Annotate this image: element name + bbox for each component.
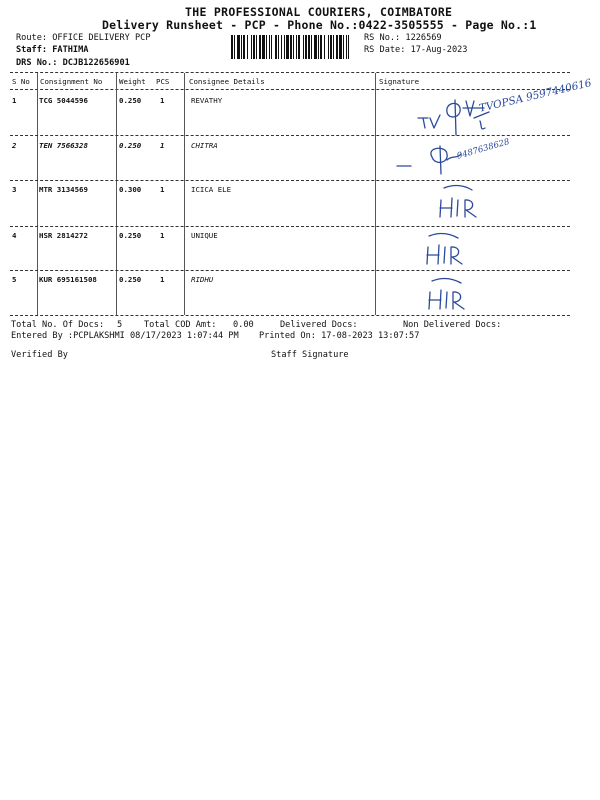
printed-on: Printed On: 17-08-2023 13:07:57 (259, 331, 420, 341)
row-pcs: 1 (160, 141, 165, 150)
drs-number: DRS No.: DCJB122656901 (16, 58, 130, 68)
col-header-pcs: PCS (156, 77, 170, 86)
signature-row-2 (397, 146, 461, 174)
signature-row-3 (440, 186, 476, 217)
total-docs-value: 5 (117, 320, 123, 330)
signature-row-5 (429, 279, 464, 309)
row-consignee: ICICA ELE (191, 185, 232, 194)
row-sno: 4 (12, 231, 17, 240)
route-label: Route: OFFICE DELIVERY PCP (16, 33, 151, 43)
row-weight: 0.250 (119, 275, 142, 284)
row-consignment: KUR 695161508 (39, 275, 97, 284)
col-header-consignee: Consignee Details (189, 77, 265, 86)
row-consignee: CHITRA (191, 141, 218, 150)
col-header-consignment: Consignment No (40, 77, 103, 86)
company-name: THE PROFESSIONAL COURIERS, COIMBATORE (185, 5, 453, 19)
verified-by: Verified By (11, 350, 68, 360)
entered-by: Entered By :PCPLAKSHMI 08/17/2023 1:07:44 PM (11, 331, 239, 341)
staff-signature: Staff Signature (271, 350, 349, 360)
row-pcs: 1 (160, 231, 165, 240)
row-consignee: RIDHU (191, 275, 214, 284)
row-consignment: HSR 2814272 (39, 231, 88, 240)
signature-row-4 (427, 234, 462, 264)
row-consignment: MTR 3134569 (39, 185, 88, 194)
runsheet-title: Delivery Runsheet - PCP - Phone No.:0422-3505555 - Page No.:1 (102, 18, 537, 32)
row-consignee: REVATHY (191, 96, 223, 105)
row-weight: 0.250 (119, 96, 142, 105)
total-cod-value: 0.00 (233, 320, 254, 330)
row-consignment: TCG 5044596 (39, 96, 88, 105)
row-pcs: 1 (160, 275, 165, 284)
row-sno: 1 (12, 96, 17, 105)
col-header-sno: S No (12, 77, 30, 86)
col-header-signature: Signature (379, 77, 420, 86)
row-sno: 3 (12, 185, 17, 194)
row-consignee: UNIQUE (191, 231, 218, 240)
col-header-weight: Weight (119, 77, 146, 86)
staff-label: Staff: FATHIMA (16, 45, 89, 55)
total-docs-label: Total No. Of Docs: (11, 320, 105, 330)
row-consignment: TEN 7566328 (39, 141, 88, 150)
rs-date: RS Date: 17-Aug-2023 (364, 45, 468, 55)
non-delivered-docs-label: Non Delivered Docs: (403, 320, 502, 330)
rs-number: RS No.: 1226569 (364, 33, 442, 43)
total-cod-label: Total COD Amt: (144, 320, 217, 330)
signature-row-2-phone: 9487638628 (456, 137, 511, 162)
row-pcs: 1 (160, 185, 165, 194)
row-weight: 0.250 (119, 231, 142, 240)
row-pcs: 1 (160, 96, 165, 105)
delivered-docs-label: Delivered Docs: (280, 320, 358, 330)
row-sno: 5 (12, 275, 17, 284)
row-weight: 0.250 (119, 141, 142, 150)
row-weight: 0.300 (119, 185, 142, 194)
row-sno: 2 (12, 141, 17, 150)
signature-row-1-phone: TVOPSA 9597440616 (478, 77, 593, 115)
